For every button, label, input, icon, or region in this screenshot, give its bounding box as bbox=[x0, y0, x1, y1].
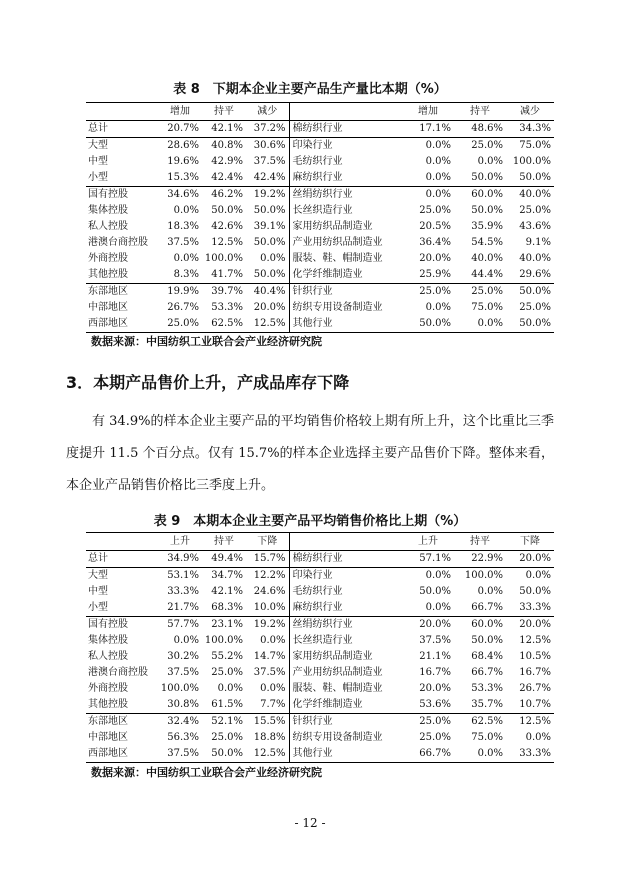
cell-value: 15.3% bbox=[167, 172, 199, 183]
cell-value: 35.7% bbox=[471, 699, 503, 710]
cell-value: 26.7% bbox=[519, 683, 551, 694]
row-label: 国有控股 bbox=[86, 187, 158, 204]
cell-value: 26.7% bbox=[167, 302, 199, 313]
cell-value: 25.0% bbox=[454, 138, 506, 155]
row-label: 总计 bbox=[88, 553, 108, 564]
cell-value: 37.2% bbox=[246, 121, 289, 138]
row-label: 西部地区 bbox=[88, 748, 128, 759]
table-row bbox=[86, 203, 554, 219]
row-label: 中型 bbox=[88, 156, 108, 167]
row-label: 产业用纺织品制造业 bbox=[292, 237, 383, 248]
table8-source: 数据来源：中国纺织工业联合会产业经济研究院 bbox=[91, 335, 322, 348]
table-row bbox=[86, 633, 554, 649]
cell-value: 49.4% bbox=[211, 553, 243, 564]
row-label: 外商控股 bbox=[88, 253, 128, 264]
cell-value: 20.0% bbox=[419, 253, 451, 264]
cell-value: 25.0% bbox=[211, 667, 243, 678]
cell-value: 50.0% bbox=[211, 748, 243, 759]
cell-value: 39.7% bbox=[202, 284, 246, 301]
cell-value: 100.0% bbox=[160, 683, 199, 694]
cell-value: 37.5% bbox=[167, 667, 199, 678]
table-row bbox=[86, 154, 554, 170]
table-row bbox=[86, 681, 554, 697]
cell-value: 33.3% bbox=[167, 586, 199, 597]
column-header: 减少 bbox=[506, 103, 554, 121]
cell-value: 0.0% bbox=[525, 732, 551, 743]
cell-value: 23.1% bbox=[202, 617, 246, 634]
cell-value: 20.0% bbox=[506, 617, 554, 634]
cell-value: 100.0% bbox=[512, 156, 551, 167]
row-label: 其他控股 bbox=[88, 699, 128, 710]
cell-value: 14.7% bbox=[246, 649, 289, 665]
cell-value: 42.1% bbox=[211, 123, 243, 134]
row-label: 印染行业 bbox=[289, 138, 402, 155]
column-header bbox=[289, 533, 402, 551]
cell-value: 0.0% bbox=[506, 568, 554, 585]
row-label: 长丝织造行业 bbox=[292, 635, 353, 646]
column-header bbox=[86, 533, 158, 551]
table-row bbox=[86, 584, 554, 600]
row-label: 家用纺织品制造业 bbox=[292, 221, 373, 232]
cell-value: 75.0% bbox=[471, 732, 503, 743]
cell-value: 0.0% bbox=[173, 635, 199, 646]
row-label: 长丝织造行业 bbox=[292, 205, 353, 216]
row-label: 丝绢纺织行业 bbox=[289, 187, 402, 204]
cell-value: 19.2% bbox=[246, 187, 289, 204]
cell-value: 42.4% bbox=[246, 170, 289, 187]
cell-value: 25.0% bbox=[454, 284, 506, 301]
cell-value: 66.7% bbox=[471, 602, 503, 613]
cell-value: 100.0% bbox=[454, 568, 506, 585]
row-label: 大型 bbox=[86, 568, 158, 585]
table9-caption: 表 9 本期本企业主要产品平均销售价格比上期（%） bbox=[153, 514, 467, 529]
page-number: - 12 - bbox=[294, 816, 326, 830]
cell-value: 0.0% bbox=[246, 251, 289, 267]
cell-value: 44.4% bbox=[471, 269, 503, 280]
cell-value: 53.6% bbox=[419, 699, 451, 710]
cell-value: 20.0% bbox=[402, 617, 454, 634]
cell-value: 0.0% bbox=[477, 748, 503, 759]
cell-value: 0.0% bbox=[402, 187, 454, 204]
cell-value: 37.5% bbox=[246, 665, 289, 681]
cell-value: 50.0% bbox=[519, 586, 551, 597]
cell-value: 50.0% bbox=[471, 635, 503, 646]
row-label: 小型 bbox=[88, 602, 108, 613]
cell-value: 28.6% bbox=[158, 138, 202, 155]
cell-value: 40.0% bbox=[471, 253, 503, 264]
table-row bbox=[86, 316, 554, 333]
cell-value: 0.0% bbox=[425, 156, 451, 167]
cell-value: 62.5% bbox=[454, 714, 506, 731]
cell-value: 62.5% bbox=[211, 318, 243, 329]
row-label: 西部地区 bbox=[88, 318, 128, 329]
cell-value: 12.5% bbox=[211, 237, 243, 248]
cell-value: 15.7% bbox=[246, 551, 289, 568]
table-row bbox=[86, 138, 554, 155]
cell-value: 0.0% bbox=[246, 633, 289, 649]
cell-value: 0.0% bbox=[217, 683, 243, 694]
cell-value: 56.3% bbox=[167, 732, 199, 743]
cell-value: 50.0% bbox=[246, 203, 289, 219]
column-header: 持平 bbox=[202, 533, 246, 551]
table-row bbox=[86, 730, 554, 746]
cell-value: 40.4% bbox=[246, 284, 289, 301]
table-row bbox=[86, 235, 554, 251]
cell-value: 0.0% bbox=[477, 318, 503, 329]
cell-value: 53.3% bbox=[471, 683, 503, 694]
cell-value: 42.6% bbox=[211, 221, 243, 232]
column-header: 持平 bbox=[202, 103, 246, 121]
cell-value: 39.1% bbox=[246, 219, 289, 235]
row-label: 服装、鞋、帽制造业 bbox=[292, 253, 383, 264]
cell-value: 42.4% bbox=[211, 172, 243, 183]
cell-value: 68.4% bbox=[471, 651, 503, 662]
cell-value: 12.5% bbox=[519, 635, 551, 646]
row-label: 产业用纺织品制造业 bbox=[292, 667, 383, 678]
cell-value: 37.5% bbox=[167, 748, 199, 759]
column-header: 增加 bbox=[158, 103, 202, 121]
row-label: 外商控股 bbox=[88, 683, 128, 694]
table-row bbox=[86, 187, 554, 204]
cell-value: 20.0% bbox=[246, 300, 289, 316]
row-label: 毛纺织行业 bbox=[292, 586, 343, 597]
cell-value: 37.5% bbox=[167, 237, 199, 248]
row-label: 化学纤维制造业 bbox=[292, 269, 363, 280]
row-label: 私人控股 bbox=[88, 221, 128, 232]
table-row bbox=[86, 600, 554, 617]
cell-value: 61.5% bbox=[211, 699, 243, 710]
table-row bbox=[86, 568, 554, 585]
cell-value: 50.0% bbox=[471, 205, 503, 216]
cell-value: 12.5% bbox=[506, 714, 554, 731]
table-row bbox=[86, 300, 554, 316]
row-label: 其他行业 bbox=[292, 748, 333, 759]
row-label: 东部地区 bbox=[86, 714, 158, 731]
cell-value: 42.9% bbox=[211, 156, 243, 167]
section-paragraph: 有 34.9%的样本企业主要产品的平均销售价格较上期有所上升，这个比重比三季度提升 11.5 个百分点。仅有 15.7%的样本企业选择主要产品售价下降。整体来看，本企业产品销售价格比三季度上升。 bbox=[66, 414, 554, 493]
cell-value: 0.0% bbox=[425, 172, 451, 183]
cell-value: 0.0% bbox=[173, 253, 199, 264]
cell-value: 60.0% bbox=[454, 617, 506, 634]
cell-value: 100.0% bbox=[204, 635, 243, 646]
cell-value: 25.0% bbox=[419, 732, 451, 743]
cell-value: 33.3% bbox=[519, 602, 551, 613]
cell-value: 25.0% bbox=[211, 732, 243, 743]
cell-value: 100.0% bbox=[204, 253, 243, 264]
row-label: 服装、鞋、帽制造业 bbox=[292, 683, 383, 694]
table-header-row bbox=[86, 533, 554, 551]
cell-value: 0.0% bbox=[425, 602, 451, 613]
cell-value: 37.5% bbox=[246, 154, 289, 170]
table-row bbox=[86, 746, 554, 763]
cell-value: 12.5% bbox=[246, 746, 289, 763]
cell-value: 32.4% bbox=[158, 714, 202, 731]
cell-value: 0.0% bbox=[402, 568, 454, 585]
table8 bbox=[86, 102, 554, 333]
cell-value: 20.0% bbox=[519, 553, 551, 564]
cell-value: 10.5% bbox=[519, 651, 551, 662]
row-label: 针织行业 bbox=[289, 714, 402, 731]
cell-value: 25.0% bbox=[519, 205, 551, 216]
row-label: 家用纺织品制造业 bbox=[292, 651, 373, 662]
column-header: 上升 bbox=[158, 533, 202, 551]
row-label: 总计 bbox=[88, 123, 108, 134]
cell-value: 9.1% bbox=[525, 237, 551, 248]
row-label: 棉纺织行业 bbox=[292, 123, 343, 134]
cell-value: 16.7% bbox=[519, 667, 551, 678]
cell-value: 48.6% bbox=[471, 123, 503, 134]
cell-value: 60.0% bbox=[454, 187, 506, 204]
cell-value: 30.2% bbox=[167, 651, 199, 662]
cell-value: 40.0% bbox=[506, 187, 554, 204]
cell-value: 40.8% bbox=[202, 138, 246, 155]
cell-value: 50.0% bbox=[519, 172, 551, 183]
cell-value: 57.7% bbox=[158, 617, 202, 634]
cell-value: 33.3% bbox=[519, 748, 551, 759]
cell-value: 25.0% bbox=[402, 284, 454, 301]
row-label: 棉纺织行业 bbox=[292, 553, 343, 564]
cell-value: 50.0% bbox=[519, 318, 551, 329]
cell-value: 19.6% bbox=[167, 156, 199, 167]
cell-value: 75.0% bbox=[471, 302, 503, 313]
row-label: 国有控股 bbox=[86, 617, 158, 634]
cell-value: 55.2% bbox=[211, 651, 243, 662]
cell-value: 25.0% bbox=[519, 302, 551, 313]
row-label: 中型 bbox=[88, 586, 108, 597]
cell-value: 50.0% bbox=[419, 318, 451, 329]
cell-value: 43.6% bbox=[519, 221, 551, 232]
row-label: 集体控股 bbox=[88, 635, 128, 646]
table-row bbox=[86, 267, 554, 284]
row-label: 中部地区 bbox=[88, 302, 128, 313]
column-header bbox=[86, 103, 158, 121]
row-label: 其他行业 bbox=[292, 318, 333, 329]
cell-value: 10.7% bbox=[519, 699, 551, 710]
column-header: 增加 bbox=[402, 103, 454, 121]
table8-caption: 表 8 下期本企业主要产品生产量比本期（%） bbox=[173, 82, 447, 97]
cell-value: 30.8% bbox=[167, 699, 199, 710]
row-label: 港澳台商控股 bbox=[88, 237, 148, 248]
cell-value: 20.0% bbox=[419, 683, 451, 694]
table-row bbox=[86, 649, 554, 665]
cell-value: 7.7% bbox=[246, 697, 289, 714]
row-label: 纺织专用设备制造业 bbox=[292, 302, 383, 313]
table-row bbox=[86, 714, 554, 731]
cell-value: 24.6% bbox=[246, 584, 289, 600]
cell-value: 50.0% bbox=[471, 172, 503, 183]
row-label: 其他控股 bbox=[88, 269, 128, 280]
cell-value: 21.7% bbox=[167, 602, 199, 613]
table-row bbox=[86, 697, 554, 714]
cell-value: 41.7% bbox=[211, 269, 243, 280]
cell-value: 18.3% bbox=[167, 221, 199, 232]
cell-value: 50.0% bbox=[506, 284, 554, 301]
cell-value: 50.0% bbox=[419, 586, 451, 597]
table-row bbox=[86, 551, 554, 568]
cell-value: 34.3% bbox=[519, 123, 551, 134]
cell-value: 29.6% bbox=[519, 269, 551, 280]
row-label: 私人控股 bbox=[88, 651, 128, 662]
row-label: 麻纺织行业 bbox=[292, 172, 343, 183]
cell-value: 25.0% bbox=[167, 318, 199, 329]
cell-value: 12.2% bbox=[246, 568, 289, 585]
table-row bbox=[86, 251, 554, 267]
cell-value: 25.9% bbox=[419, 269, 451, 280]
row-label: 丝绢纺织行业 bbox=[289, 617, 402, 634]
row-label: 大型 bbox=[86, 138, 158, 155]
cell-value: 22.9% bbox=[471, 553, 503, 564]
row-label: 港澳台商控股 bbox=[88, 667, 148, 678]
column-header: 减少 bbox=[246, 103, 289, 121]
table-row bbox=[86, 219, 554, 235]
cell-value: 66.7% bbox=[471, 667, 503, 678]
cell-value: 36.4% bbox=[419, 237, 451, 248]
row-label: 印染行业 bbox=[289, 568, 402, 585]
cell-value: 0.0% bbox=[425, 302, 451, 313]
row-label: 东部地区 bbox=[86, 284, 158, 301]
table-row bbox=[86, 617, 554, 634]
cell-value: 25.0% bbox=[419, 205, 451, 216]
cell-value: 30.6% bbox=[246, 138, 289, 155]
column-header: 持平 bbox=[454, 533, 506, 551]
cell-value: 0.0% bbox=[477, 156, 503, 167]
row-label: 中部地区 bbox=[88, 732, 128, 743]
cell-value: 40.0% bbox=[519, 253, 551, 264]
column-header: 持平 bbox=[454, 103, 506, 121]
cell-value: 0.0% bbox=[402, 138, 454, 155]
cell-value: 19.2% bbox=[246, 617, 289, 634]
cell-value: 53.3% bbox=[211, 302, 243, 313]
cell-value: 35.9% bbox=[471, 221, 503, 232]
column-header: 下降 bbox=[246, 533, 289, 551]
cell-value: 0.0% bbox=[246, 681, 289, 697]
cell-value: 34.7% bbox=[202, 568, 246, 585]
row-label: 毛纺织行业 bbox=[292, 156, 343, 167]
cell-value: 12.5% bbox=[246, 316, 289, 333]
column-header: 下降 bbox=[506, 533, 554, 551]
cell-value: 50.0% bbox=[246, 267, 289, 284]
row-label: 麻纺织行业 bbox=[292, 602, 343, 613]
section-title: 3．本期产品售价上升，产成品库存下降 bbox=[66, 373, 350, 392]
cell-value: 15.5% bbox=[246, 714, 289, 731]
cell-value: 0.0% bbox=[173, 205, 199, 216]
cell-value: 75.0% bbox=[506, 138, 554, 155]
cell-value: 66.7% bbox=[419, 748, 451, 759]
cell-value: 20.7% bbox=[167, 123, 199, 134]
cell-value: 17.1% bbox=[419, 123, 451, 134]
cell-value: 19.9% bbox=[158, 284, 202, 301]
row-label: 纺织专用设备制造业 bbox=[292, 732, 383, 743]
table9 bbox=[86, 532, 554, 763]
cell-value: 57.1% bbox=[419, 553, 451, 564]
cell-value: 10.0% bbox=[246, 600, 289, 617]
cell-value: 0.0% bbox=[477, 586, 503, 597]
cell-value: 34.9% bbox=[167, 553, 199, 564]
table-row bbox=[86, 121, 554, 138]
cell-value: 16.7% bbox=[419, 667, 451, 678]
cell-value: 18.8% bbox=[246, 730, 289, 746]
cell-value: 50.0% bbox=[246, 235, 289, 251]
table-row bbox=[86, 170, 554, 187]
table-row bbox=[86, 284, 554, 301]
column-header: 上升 bbox=[402, 533, 454, 551]
cell-value: 25.0% bbox=[402, 714, 454, 731]
cell-value: 50.0% bbox=[211, 205, 243, 216]
table-row bbox=[86, 665, 554, 681]
row-label: 针织行业 bbox=[289, 284, 402, 301]
column-header bbox=[289, 103, 402, 121]
cell-value: 46.2% bbox=[202, 187, 246, 204]
cell-value: 42.1% bbox=[211, 586, 243, 597]
cell-value: 68.3% bbox=[211, 602, 243, 613]
cell-value: 21.1% bbox=[419, 651, 451, 662]
cell-value: 8.3% bbox=[173, 269, 199, 280]
cell-value: 20.5% bbox=[419, 221, 451, 232]
row-label: 化学纤维制造业 bbox=[292, 699, 363, 710]
cell-value: 53.1% bbox=[158, 568, 202, 585]
table9-source: 数据来源：中国纺织工业联合会产业经济研究院 bbox=[91, 766, 322, 779]
cell-value: 37.5% bbox=[419, 635, 451, 646]
row-label: 小型 bbox=[88, 172, 108, 183]
cell-value: 54.5% bbox=[471, 237, 503, 248]
row-label: 集体控股 bbox=[88, 205, 128, 216]
cell-value: 52.1% bbox=[202, 714, 246, 731]
cell-value: 34.6% bbox=[158, 187, 202, 204]
table-header-row bbox=[86, 103, 554, 121]
